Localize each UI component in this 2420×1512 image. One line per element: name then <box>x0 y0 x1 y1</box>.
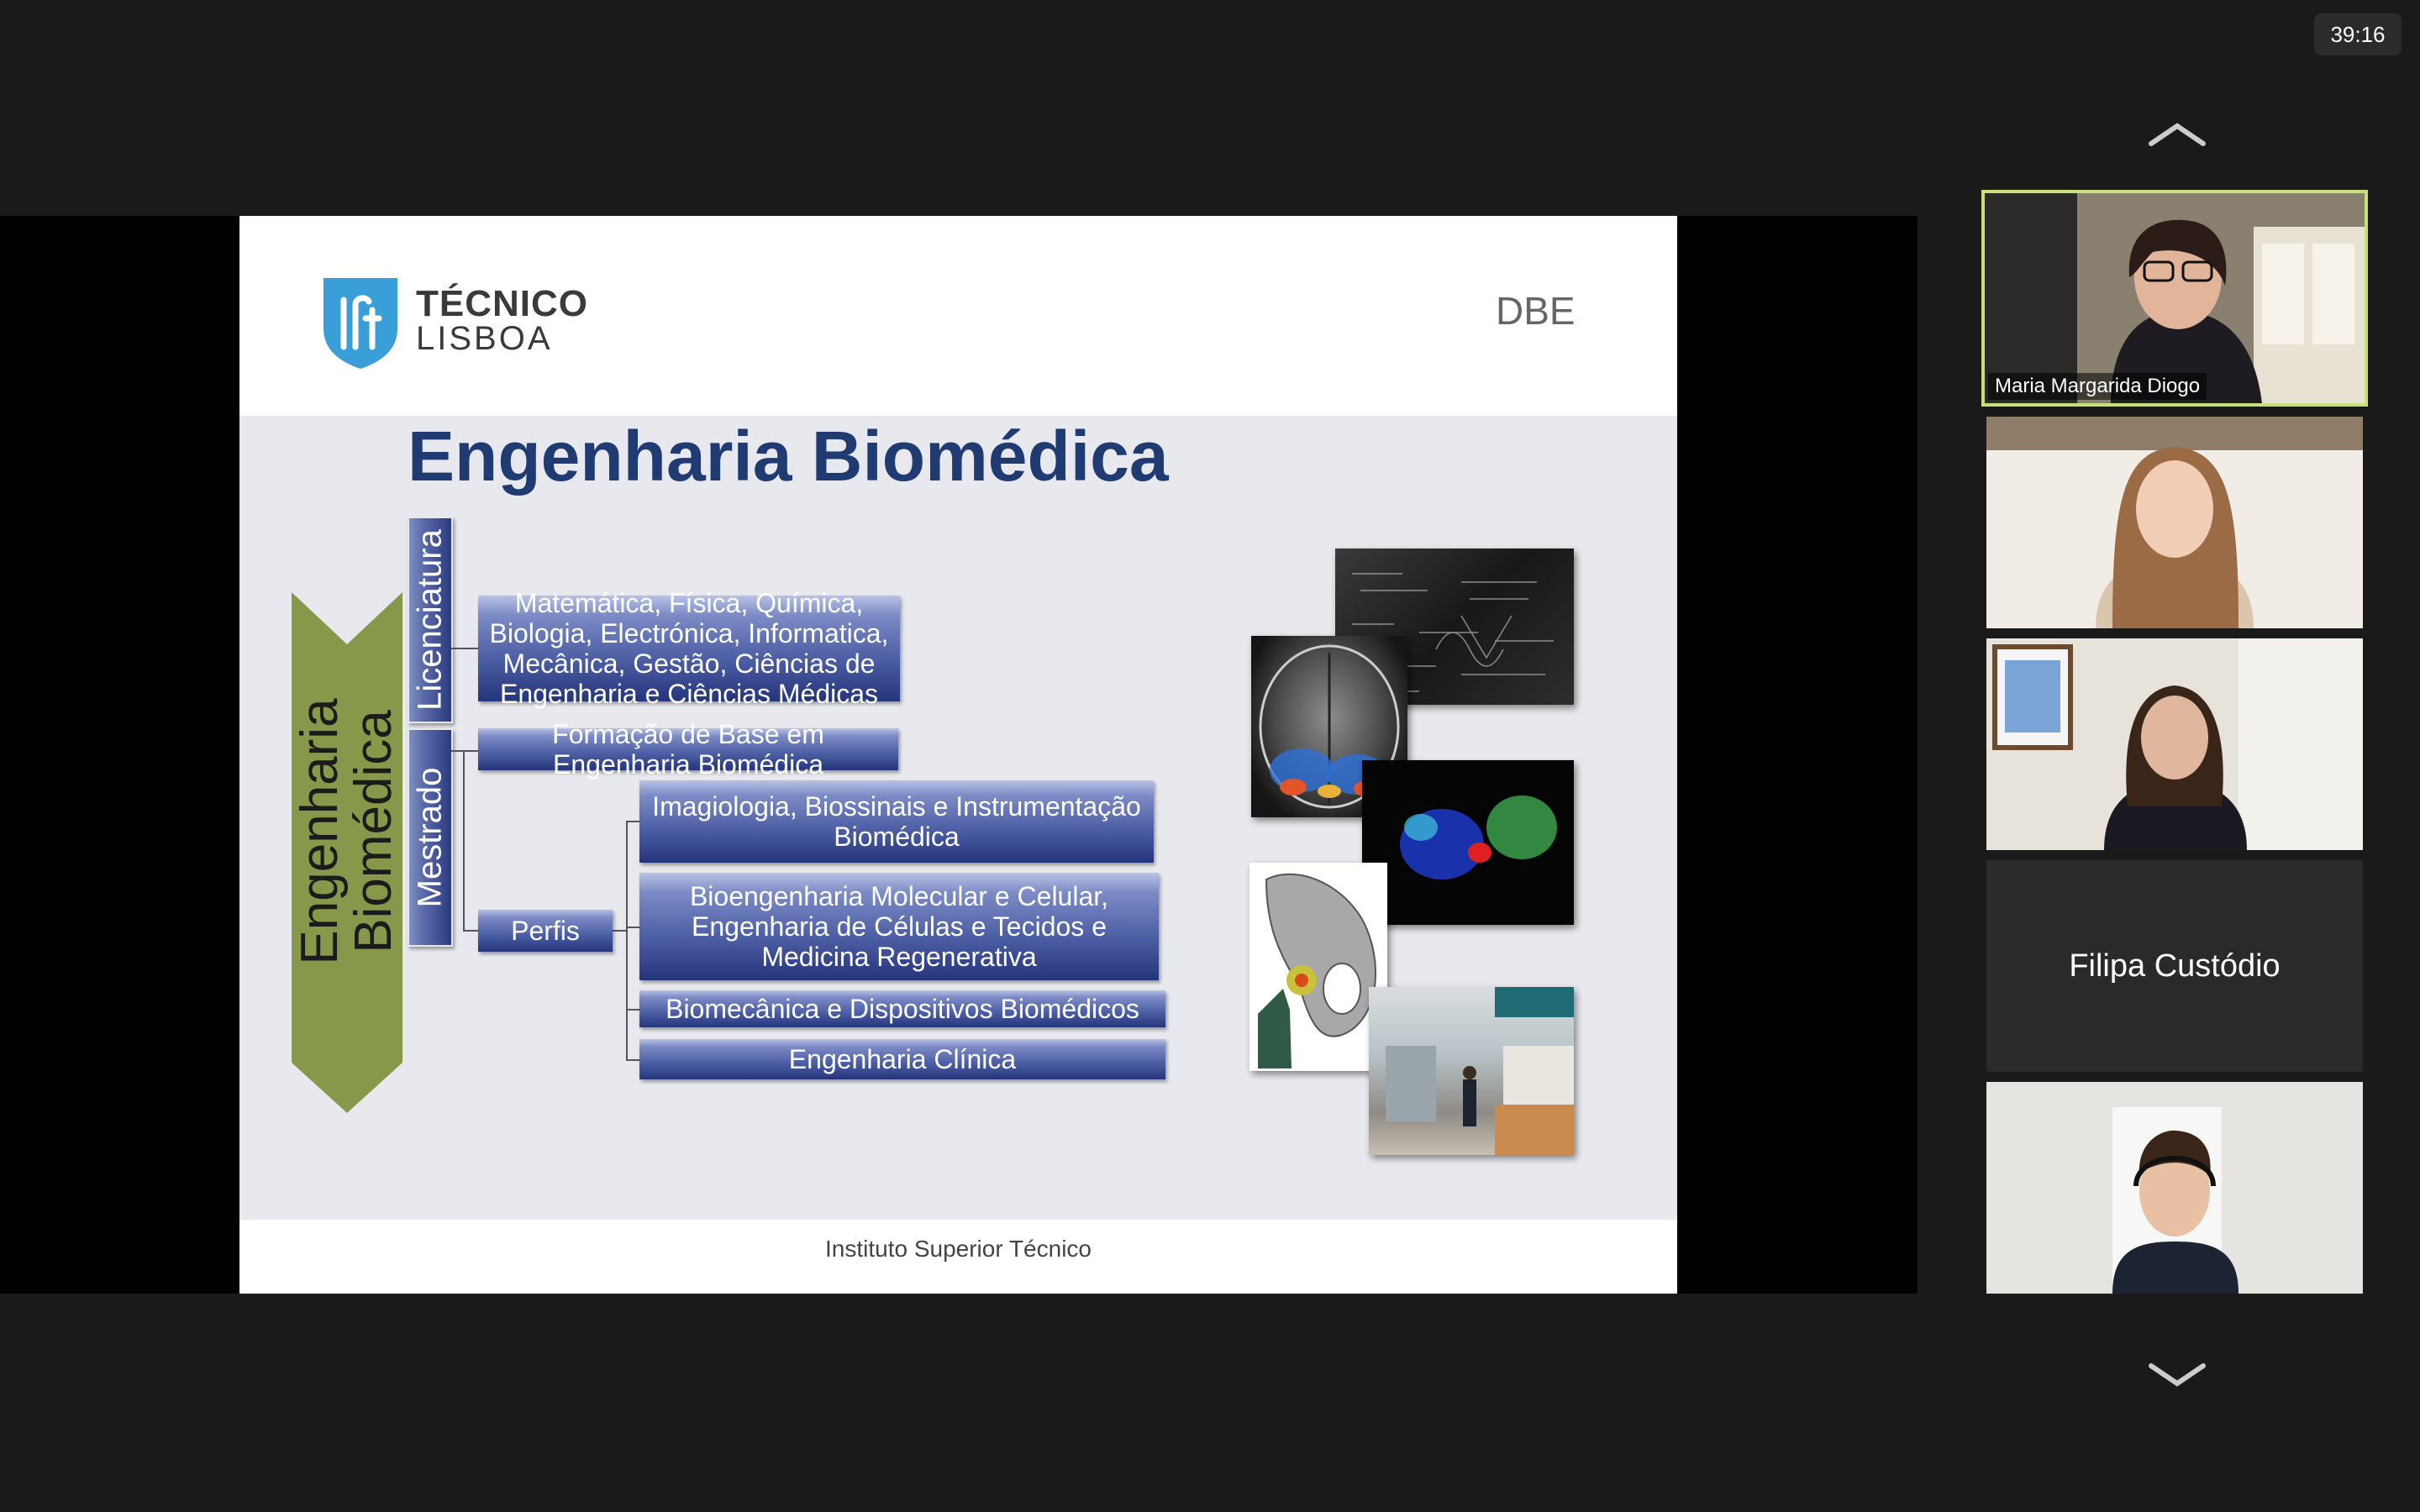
participant-tile[interactable] <box>1986 417 2363 628</box>
profile-box: Imagiologia, Biossinais e Instrumentação Biomédica <box>639 780 1154 863</box>
mestrado-bar <box>408 728 453 947</box>
connector-line <box>626 927 639 928</box>
hospital-photo <box>1369 987 1574 1155</box>
participant-tile[interactable] <box>1986 1082 2363 1294</box>
logo-text-line1: TÉCNICO <box>416 283 588 324</box>
slide-title: Engenharia Biomédica <box>408 417 1169 496</box>
participant-name: Maria Margarida Diogo <box>1988 373 2207 400</box>
connector-line <box>463 750 465 932</box>
connector-line <box>463 750 478 752</box>
slide-footer <box>239 1220 1677 1294</box>
footer-text: Instituto Superior Técnico <box>825 1236 1092 1262</box>
protein-structure-image <box>1362 760 1574 925</box>
connector-line <box>463 930 478 932</box>
arrow-label <box>292 592 402 1113</box>
licenciatura-subjects-box: Matemática, Física, Química, Biologia, Electrónica, Informatica, Mecânica, Gestão, Ciências de Engenharia e Ciências Médicas <box>478 596 900 701</box>
chevron-up-icon[interactable] <box>2148 122 2207 147</box>
profiles-box: Perfis <box>478 910 613 952</box>
arrow-label-line2: Biomédica <box>345 710 402 953</box>
connector-line <box>451 648 478 649</box>
department-label: DBE <box>1496 289 1576 333</box>
hip-implant-model-image <box>1249 863 1387 1071</box>
connector-line <box>626 821 639 822</box>
connector-line <box>626 1009 639 1011</box>
arrow-label-line1: Engenharia <box>291 698 349 965</box>
presentation-slide <box>239 216 1677 1294</box>
profile-box: Engenharia Clínica <box>639 1039 1165 1079</box>
connector-line <box>451 750 463 752</box>
connector-line <box>626 1059 639 1061</box>
participant-tile[interactable] <box>1986 638 2363 850</box>
base-training-box: Formação de Base em Engenharia Biomédica <box>478 728 898 770</box>
mestrado-label: Mestrado <box>411 767 449 908</box>
connector-line <box>613 930 626 932</box>
ist-shield-icon <box>322 276 399 370</box>
meeting-timer: 39:16 <box>2314 13 2402 55</box>
connector-line <box>626 821 628 1061</box>
profile-box: Bioengenharia Molecular e Celular, Engenharia de Células e Tecidos e Medicina Regenerativa <box>639 873 1159 980</box>
chevron-down-icon[interactable] <box>2148 1362 2207 1388</box>
participant-tile-active[interactable] <box>1981 190 2368 407</box>
profile-box: Biomecânica e Dispositivos Biomédicos <box>639 990 1165 1027</box>
licenciatura-label: Licenciatura <box>411 529 449 711</box>
licenciatura-bar <box>408 517 453 723</box>
participant-tile-no-video[interactable] <box>1986 860 2363 1072</box>
participant-name: Filipa Custódio <box>2069 948 2281 984</box>
logo-text-line2: LISBOA <box>416 320 553 357</box>
